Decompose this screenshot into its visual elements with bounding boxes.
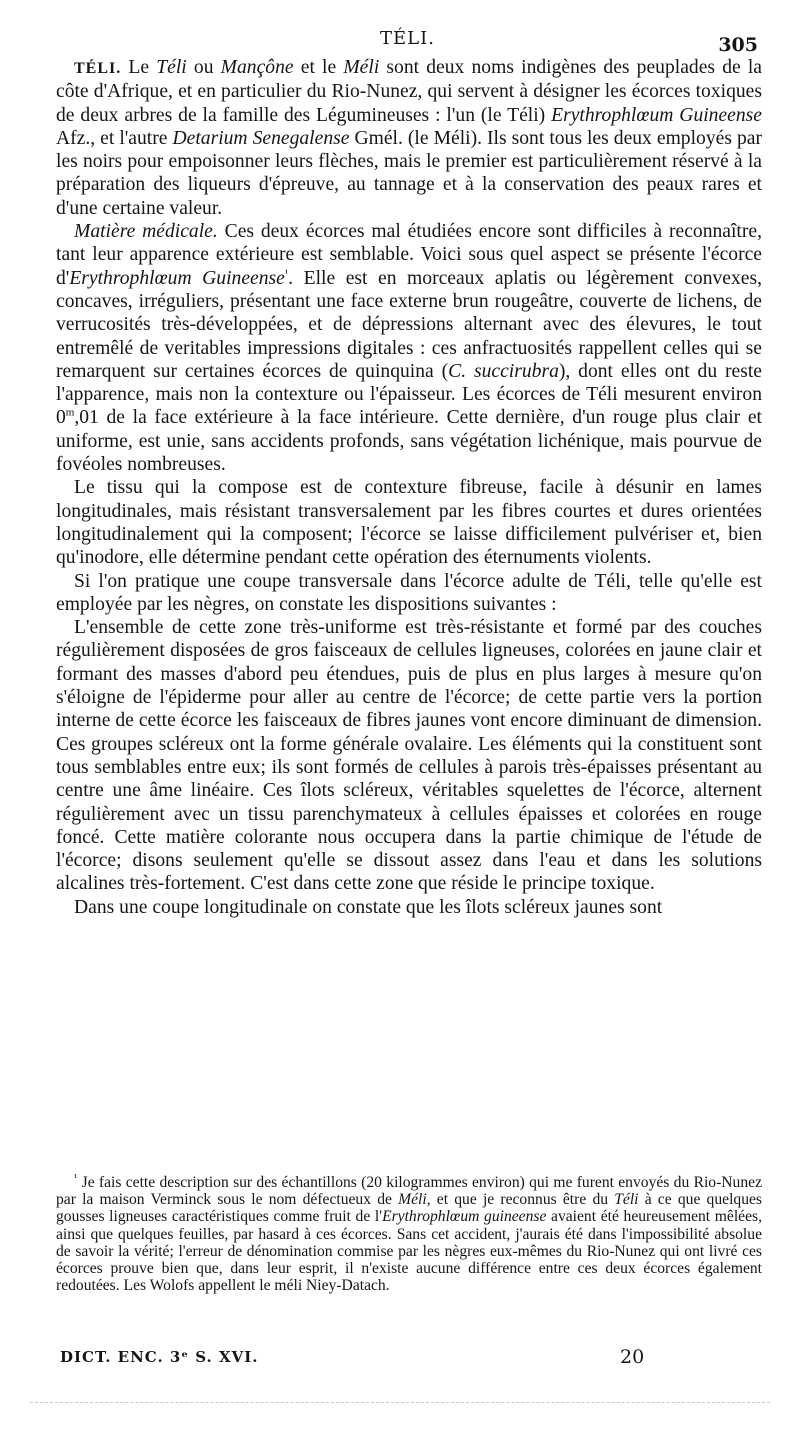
text-run: à ce que quelques gousses ligneuses caractéristiques comme fruit de l' xyxy=(56,1191,762,1226)
running-head xyxy=(0,28,800,58)
sheet-number: 20 xyxy=(620,1346,645,1368)
paragraph xyxy=(56,896,762,919)
text-run: Dans une coupe longitudinale on constate que les îlots scléreux jaunes sont xyxy=(74,896,663,918)
italic-text: Matière médicale. xyxy=(74,221,218,243)
italic-text: Detarium Senegalense xyxy=(172,127,350,149)
text-run: ,01 de la face extérieure à la face intérieure. Cette dernière, d'un rouge plus clair et uniforme, est unie, sans accidents profonds, sans végétation lichénique, mais pourvue de fovéoles nombreuses. xyxy=(56,407,762,476)
italic-text: Erythrophlœum Guineense xyxy=(551,104,762,126)
paragraph xyxy=(56,56,762,220)
body-text xyxy=(56,56,762,919)
text-run: et le xyxy=(293,57,344,78)
paragraph xyxy=(56,616,762,896)
page-number: 305 xyxy=(718,34,758,56)
text-run: , et que je reconnus être du xyxy=(426,1191,615,1209)
italic-text: Erythrophlœum Guineense xyxy=(69,267,285,289)
text-run: Gmél. (le Méli). Ils sont tous les deux employés par les noirs pour empoisonner leurs flèches, mais le premier est particulièrement réservé à la préparation des liqueurs d'épreuve, au tannage et à la conservation des peaux rares et d'une certaine valeur. xyxy=(56,127,762,219)
italic-text: C. succirubra xyxy=(448,360,559,382)
text-run: ), dont elles ont du reste l'apparence, mais non la contexture ou l'épaisseur. Les écorces de Téli mesurent environ 0 xyxy=(56,360,763,429)
footnote-marker: m xyxy=(65,406,75,419)
text-run: Je fais cette description sur des échantillons (20 kilogrammes environ) qui me furent envoyés du Rio-Nunez par la maison Verminck sous le nom défectueux de xyxy=(56,1174,762,1209)
text-run: . Elle est en morceaux aplatis ou légèrement convexes, concaves, irréguliers, présentant une face externe brun rougeâtre, couverte de lichens, de verrucosités très-développées, et de dépressions alternant avec des élevures, le tout entremêlé de veritables impressions digitales : ces anfractuosités rappellent celles qui se remarquent sur certaines écorces de quinquina ( xyxy=(56,267,763,382)
paragraph xyxy=(56,220,762,476)
italic-text: Téli xyxy=(614,1191,639,1209)
text-run: sont deux noms indigènes des peuplades de la côte d'Afrique, et en particulier du Rio-Nunez, qui servent à désigner les écorces toxiques de deux arbres de la famille des Légumineuses : l'un (le Téli) xyxy=(56,57,762,126)
italic-text: Mançône xyxy=(220,57,294,78)
italic-text: Téli xyxy=(156,57,187,78)
signature-mark: DICT. ENC. 3ᵉ S. XVI. xyxy=(60,1348,259,1366)
paragraph xyxy=(56,570,762,617)
paragraph xyxy=(56,476,762,569)
text-run: Si l'on pratique une coupe transversale dans l'écorce adulte de Téli, telle qu'elle est employée par les nègres, on constate les dispositions suivantes : xyxy=(56,570,762,615)
running-title: TÉLI. xyxy=(380,28,435,49)
text-run: Le xyxy=(121,57,157,78)
text-run: Ces deux écorces mal étudiées encore sont difficiles à reconnaître, tant leur apparence extérieure est semblable. Voici sous quel aspect se présente l'écorce d' xyxy=(56,221,762,289)
scan-edge-line xyxy=(30,1402,770,1403)
footnote-section xyxy=(56,1171,762,1295)
text-run: L'ensemble de cette zone très-uniforme est très-résistante et formé par des couches régulièrement disposées de gros faisceaux de cellules ligneuses, colorées en jaune clair et formant des masses d'abord peu étendues, puis de plus en plus larges à mesure qu'on s'éloigne de l'épiderme pour aller au centre de l'écorce; de cette partie vers la portion interne de cette écorce les faisceaux de fibres jaunes vont encore diminuant de dimension. Ces groupes scléreux ont la forme générale ovalaire. Les éléments qui la constituent sont tous semblables entre eux; ils sont formés de cellules à parois très-épaisses présentant au centre une âme linéaire. Ces îlots scléreux, véritables squelettes de l'écorce, alternent régulièrement avec un tissu parenchymateux à cellules épaisses et colorées en rouge foncé. Cette matière colorante nous occupera dans la partie chimique de l'étude de l'écorce; disons seulement qu'elle se dissout assez dans l'eau et dans les solutions alcalines très-fortement. C'est dans cette zone que réside le principe toxique. xyxy=(56,617,762,895)
footnote-marker: ¹ xyxy=(284,267,289,280)
italic-text: Méli xyxy=(398,1191,427,1209)
italic-text: Erythrophlœum guineense xyxy=(382,1208,547,1226)
text-run: avaient été heureusement mêlées, ainsi que quelques feuilles, par hasard à ces écorces. Sans cet accident, j'aurais été dans l'impossibilité absolue de savoir la vérité; l'erreur de dénomination commise par les nègres eux-mêmes du Rio-Nunez qui ont livré ces écorces prouve bien que, dans leur esprit, il n'existe aucune différence entre ces deux écorces également redoutées. Les Wolofs appellent le méli Niey-Datach. xyxy=(56,1208,762,1295)
text-run: ou xyxy=(186,57,221,78)
italic-text: Méli xyxy=(343,57,380,78)
text-run: Le tissu qui la compose est de contexture fibreuse, facile à désunir en lames longitudinales, mais résistant transversalement par les fibres courtes et dures orientées longitudinalement qui la composent; l'écorce se laisse difficilement pulvériser et, bien qu'inodore, elle détermine pendant cette opération des éternuments violents. xyxy=(56,477,762,569)
text-run: Afz., et l'autre xyxy=(56,127,173,149)
entry-heading: TÉLI. xyxy=(74,60,122,77)
footnote xyxy=(56,1171,762,1295)
footnote-marker: ¹ xyxy=(74,1171,78,1184)
